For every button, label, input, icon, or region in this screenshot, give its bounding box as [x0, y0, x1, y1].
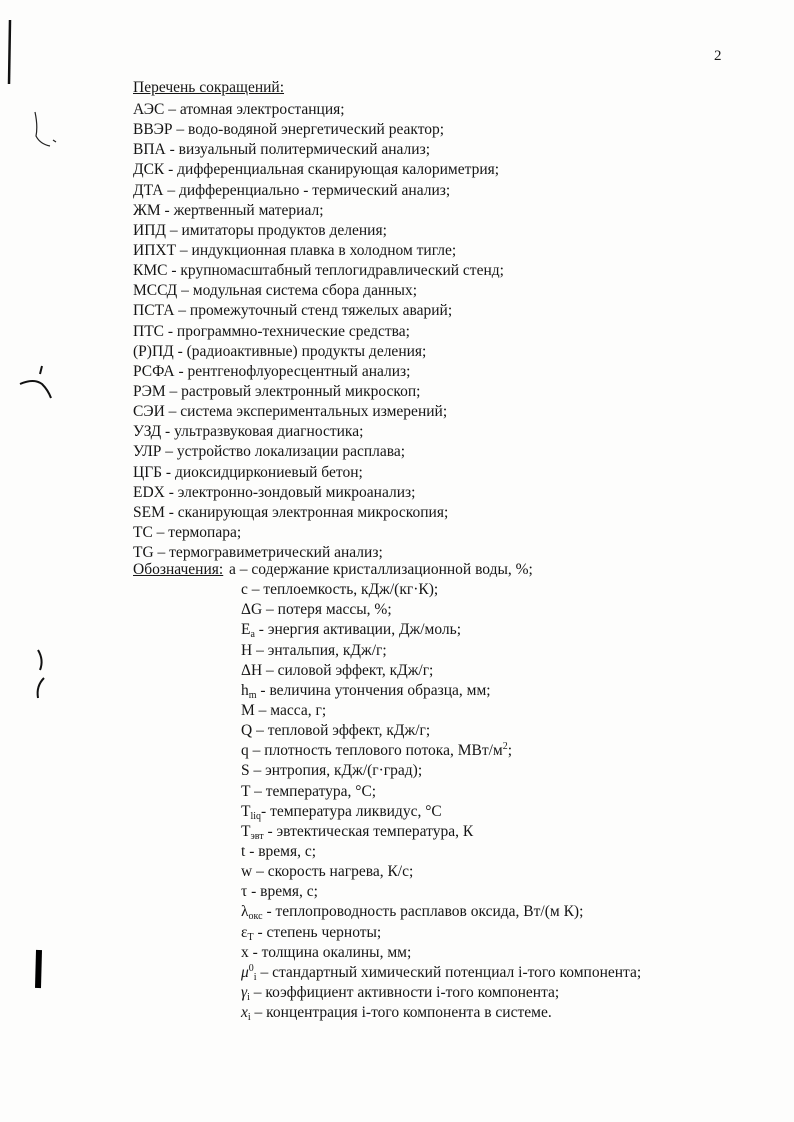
notation-description: - температура ликвидус, °С [261, 802, 442, 820]
scan-mark-squiggle [26, 110, 60, 150]
abbreviations-list [133, 100, 504, 563]
notation-item [241, 943, 641, 963]
notation-description: – потеря массы, %; [262, 601, 392, 619]
notation-symbol: T [241, 782, 251, 800]
notation-symbol: T [241, 822, 251, 840]
notation-description: - время, с; [247, 883, 318, 901]
notation-subscript: i [247, 1012, 251, 1024]
abbreviation-item: ПТС - программно-технические средства; [133, 322, 410, 340]
notation-description: - время, с; [245, 842, 317, 860]
notation-symbol: a [229, 561, 236, 578]
notation-item [241, 600, 641, 620]
scan-mark-brackets [30, 648, 52, 704]
notation-tail: ; [507, 742, 513, 760]
notation-item [241, 761, 641, 781]
notation-description: – стандартный химический потенциал i-того компонента; [256, 963, 642, 981]
notation-symbol: ΔG [241, 601, 263, 619]
abbreviation-item: ИПХТ – индукционная плавка в холодном тигле; [133, 241, 457, 259]
notation-subscript: liq [250, 810, 262, 822]
notation-subscript: m [248, 689, 257, 701]
page-number: 2 [714, 48, 722, 64]
notation-description: – тепловой эффект, кДж/г; [252, 722, 431, 740]
notation-symbol: t [241, 842, 246, 860]
notation-symbol: S [241, 762, 250, 780]
scan-mark-top-line [4, 18, 16, 88]
notation-description: – энтальпия, кДж/г; [252, 641, 387, 659]
notations-label: Обозначения: [133, 561, 224, 578]
notation-description: – содержание кристаллизационной воды, %; [235, 561, 533, 578]
notation-symbol: T [241, 802, 251, 820]
notation-item [229, 560, 641, 580]
notation-symbol: μ [241, 963, 249, 981]
unit-superscript: 2 [502, 741, 508, 753]
notation-item [241, 721, 641, 741]
notation-item [241, 862, 641, 882]
notation-symbol: c [241, 581, 248, 599]
notation-symbol: Q [241, 722, 253, 740]
abbreviation-item: ДТА – дифференциально - термический анализ; [133, 181, 451, 199]
notation-item [241, 701, 641, 721]
notation-description: - энергия активации, Дж/моль; [254, 621, 462, 639]
notation-item [241, 923, 641, 943]
notation-description: – масса, г; [254, 701, 327, 719]
notation-description: – температура, °С; [250, 782, 377, 800]
abbreviation-item: УЗД - ультразвуковая диагностика; [133, 423, 364, 441]
notation-item [241, 822, 641, 842]
notations-list [229, 560, 642, 1024]
scan-mark-hook [18, 362, 58, 402]
notation-symbol: ΔH [241, 661, 263, 679]
notation-symbol: λ [241, 903, 249, 921]
abbreviations-heading: Перечень сокращений: [133, 79, 285, 96]
notation-item [241, 902, 641, 922]
notation-subscript: a [250, 629, 255, 641]
abbreviation-item: ДСК - дифференциальная сканирующая калориметрия; [133, 161, 500, 179]
notation-description: – плотность теплового потока, МВт/м [248, 742, 503, 760]
scan-mark-bar [30, 948, 48, 992]
notation-description: - теплопроводность расплавов оксида, Вт/(м К); [262, 903, 584, 921]
notation-item [241, 641, 641, 661]
abbreviation-item: АЭС – атомная электростанция; [133, 101, 345, 118]
notation-description: - толщина окалины, мм; [248, 943, 412, 961]
notation-item [241, 661, 641, 681]
notation-item [241, 983, 641, 1003]
notation-description: – силовой эффект, кДж/г; [262, 661, 434, 679]
abbreviation-item: SEM - сканирующая электронная микроскопия; [133, 503, 449, 521]
notation-description: – коэффициент активности i-того компонента; [249, 983, 560, 1001]
notation-symbol: H [241, 641, 253, 659]
notation-item [241, 580, 641, 600]
notation-symbol: E [241, 621, 251, 639]
notation-subscript: i [247, 991, 250, 1003]
notation-subscript: окс [248, 911, 263, 923]
notation-item [241, 620, 641, 640]
abbreviation-item: ИПД – имитаторы продуктов деления; [133, 221, 387, 239]
notation-description: - степень черноты; [253, 923, 382, 941]
abbreviation-item: ЦГБ - диоксидциркониевый бетон; [133, 463, 363, 481]
notation-description: – концентрация i-того компонента в системе. [250, 1004, 552, 1022]
notation-superscript: 0 [248, 962, 254, 974]
notation-symbol: x [241, 943, 249, 961]
notation-subscript: i [253, 971, 257, 983]
notation-description: – скорость нагрева, К/с; [252, 863, 414, 881]
notation-symbol: τ [241, 883, 248, 901]
notation-symbol: w [241, 863, 253, 881]
abbreviation-item: ЖМ - жертвенный материал; [133, 201, 324, 219]
notation-symbol: x [241, 1004, 248, 1022]
notation-subscript: эвт [250, 830, 264, 842]
abbreviation-item: TG – термогравиметрический анализ; [133, 544, 383, 562]
notation-item [241, 1003, 641, 1023]
notation-item [241, 782, 641, 802]
notation-symbol: γ [241, 983, 248, 1001]
notation-symbol: M [241, 701, 255, 719]
abbreviation-item: РЭМ – растровый электронный микроскоп; [133, 382, 421, 400]
abbreviation-item: МССД – модульная система сбора данных; [133, 282, 418, 300]
notation-item [241, 963, 641, 983]
abbreviation-item: СЭИ – система экспериментальных измерений; [133, 403, 448, 421]
abbreviation-item: ВВЭР – водо-водяной энергетический реактор; [133, 121, 445, 139]
abbreviation-item: КМС - крупномасштабный теплогидравлический стенд; [133, 262, 504, 280]
notation-description: – теплоемкость, кДж/(кг·К); [247, 581, 439, 599]
notation-description: - эвтектическая температура, К [263, 822, 474, 840]
abbreviation-item: EDX - электронно-зондовый микроанализ; [133, 483, 416, 501]
notation-item [241, 681, 641, 701]
abbreviation-item: (Р)ПД - (радиоактивные) продукты деления; [133, 342, 427, 360]
abbreviation-item: ВПА - визуальный политермический анализ; [133, 141, 431, 159]
notation-item [241, 741, 641, 761]
abbreviation-item: TC – термопара; [133, 523, 242, 541]
abbreviation-item: РСФА - рентгенофлуоресцентный анализ; [133, 362, 411, 380]
notation-symbol: h [241, 681, 249, 699]
notation-item [241, 882, 641, 902]
notation-description: - величина утончения образца, мм; [256, 681, 491, 699]
notation-subscript: T [247, 931, 254, 943]
notation-symbol: ε [241, 923, 248, 941]
notation-item [241, 802, 641, 822]
notation-description: – энтропия, кДж/(г·град); [249, 762, 423, 780]
notation-symbol: q [241, 742, 249, 760]
notation-item [241, 842, 641, 862]
abbreviation-item: ПСТА – промежуточный стенд тяжелых аварий; [133, 302, 453, 320]
abbreviation-item: УЛР – устройство локализации расплава; [133, 443, 406, 461]
